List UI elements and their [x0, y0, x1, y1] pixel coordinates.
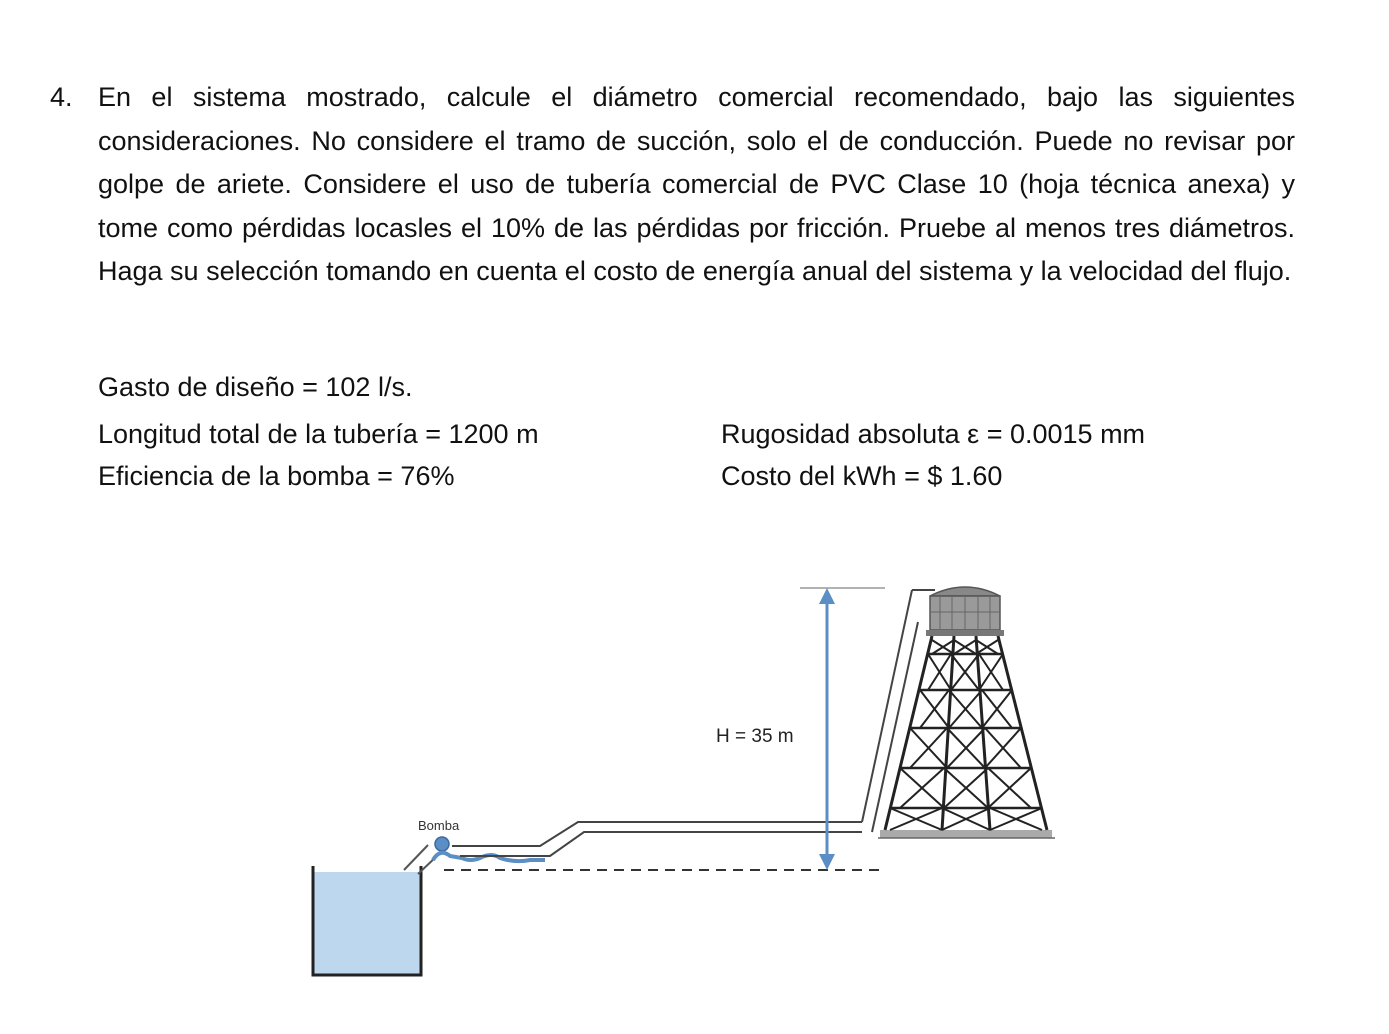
pump-efficiency: Eficiencia de la bomba = 76%: [98, 461, 455, 491]
problem-statement: En el sistema mostrado, calcule el diámetro comercial recomendado, bajo las siguientes consideraciones. No considere el tramo de succión, solo el de conducción. Puede no revisar por golpe de ariete. Considere el uso de tubería comercial de PVC Clase 10 (hoja técnica anexa) y tome como pérdidas locasles el 10% de las pérdidas por fricción. Pruebe al menos tres diámetros. Haga su selección tomando en cuenta el costo de energía anual del sistema y la velocidad del flujo.: [98, 82, 1295, 286]
problem-number: 4.: [50, 82, 73, 112]
height-label: H = 35 m: [716, 726, 794, 747]
suction-tank: [313, 866, 421, 975]
design-flow: Gasto de diseño = 102 l/s.: [98, 372, 413, 402]
pipe-length: Longitud total de la tubería = 1200 m: [98, 419, 539, 449]
tower-ground: [880, 830, 1052, 838]
discharge-pipe: [452, 822, 862, 856]
tower-x-bracing: [890, 640, 1042, 830]
rising-pipe: [862, 590, 935, 832]
height-arrow: [819, 588, 835, 870]
pump: [433, 837, 545, 861]
energy-cost: Costo del kWh = $ 1.60: [721, 461, 1003, 491]
tank-water: [314, 872, 420, 974]
absolute-roughness: Rugosidad absoluta ε = 0.0015 mm: [721, 419, 1146, 449]
pump-label: Bomba: [418, 818, 460, 833]
pump-icon: [435, 837, 449, 851]
elevated-tank: [926, 587, 1004, 636]
